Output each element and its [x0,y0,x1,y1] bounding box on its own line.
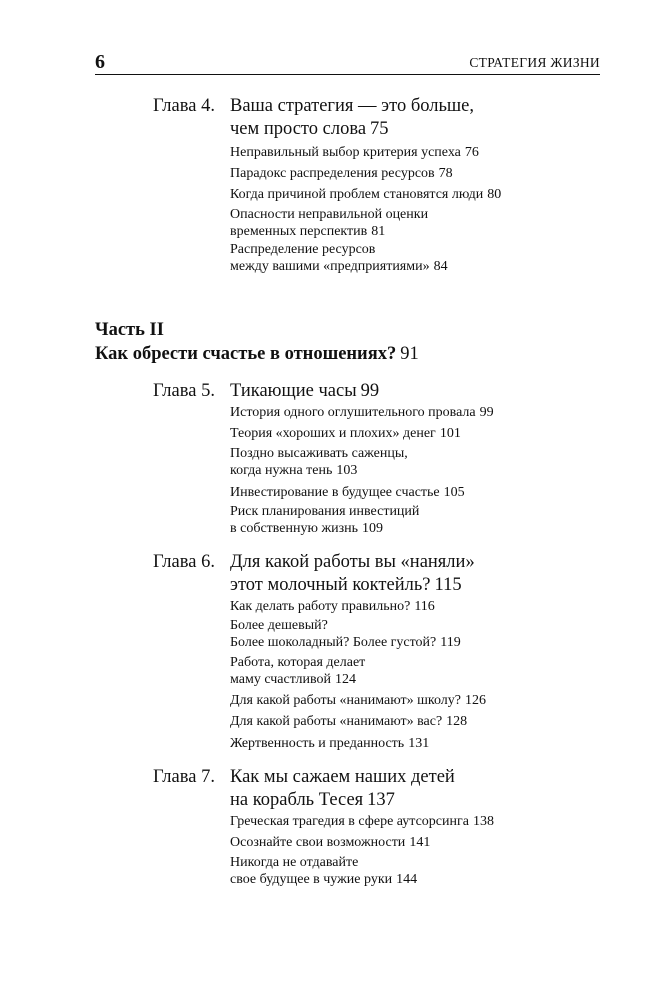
entry-title-line: Работа, которая делает [230,655,366,670]
page-ref: 105 [443,485,465,500]
page-ref: 144 [396,872,418,887]
page-ref: 99 [360,381,380,401]
entry-title: Греческая трагедия в сфере аутсорсинга [230,814,469,829]
chapter-title-line: Ваша стратегия — это больше, [230,96,475,116]
header-rule [95,74,600,75]
chapter-title: на корабль Тесея [230,790,364,810]
page-ref: 128 [446,714,468,729]
page-number: 6 [95,51,105,73]
page-ref: 115 [434,575,462,595]
entry-title: Для какой работы «нанимают» вас? [230,714,443,729]
page-ref: 119 [440,635,461,650]
entry-title: Теория «хороших и плохих» денег [230,426,436,441]
page-ref: 116 [414,599,435,614]
entry-title: в собственную жизнь [230,521,359,536]
entry-title: Осознайте свои возможности [230,835,406,850]
entry-title-line: Опасности неправильной оценки [230,207,429,222]
entry-title: Жертвенность и преданность [230,736,405,751]
entry-title-line: Риск планирования инвестиций [230,504,420,519]
page-ref: 141 [409,835,431,850]
page-ref: 124 [335,672,356,687]
chapter-title: Тикающие часы [230,381,357,401]
page-ref: 78 [438,166,453,181]
chapter-title-line: Для какой работы вы «наняли» [230,552,475,572]
page-ref: 99 [479,405,494,420]
chapter-label: Глава 4. [153,96,215,116]
page-ref: 80 [487,187,502,202]
entry-title: История одного оглушительного провала [230,405,476,420]
running-header-title: СТРАТЕГИЯ ЖИЗНИ [469,55,600,70]
page-ref: 75 [370,119,389,139]
page-ref: 138 [472,814,494,829]
entry-title: временных перспектив [230,224,368,239]
page-ref: 109 [362,521,384,536]
chapter-title: этот молочный коктейль? [230,575,431,595]
page-ref: 101 [439,426,461,441]
entry-title: Парадокс распределения ресурсов [230,166,435,181]
chapter-label: Глава 6. [153,552,215,572]
page-ref: 76 [464,145,479,160]
entry-title: Для какой работы «нанимают» школу? [230,693,461,708]
entry-title-line: Более дешевый? [230,618,328,633]
page-ref: 137 [367,790,395,810]
entry-title: Более шоколадный? Более густой? [230,635,437,650]
entry-title: Как делать работу правильно? [230,599,411,614]
entry-title: когда нужна тень [230,463,333,478]
page-ref: 81 [371,224,386,239]
chapter-label: Глава 5. [153,381,215,401]
entry-title-line: Поздно высаживать саженцы, [230,446,408,461]
chapter-title: чем просто слова [230,119,367,139]
page-ref: 84 [433,259,448,274]
entry-title: Неправильный выбор критерия успеха [230,145,461,160]
page-ref: 131 [408,736,430,751]
entry-title-line: Распределение ресурсов [230,242,376,257]
part-label: Часть II [95,320,164,340]
entry-title: между вашими «предприятиями» [230,259,430,274]
entry-title: Когда причиной проблем становятся люди [230,187,484,202]
entry-title: маму счастливой [230,672,331,687]
chapter-title-line: Как мы сажаем наших детей [230,767,455,787]
chapter-label: Глава 7. [153,767,215,787]
part-title: Как обрести счастье в отношениях? [95,344,397,364]
entry-title: свое будущее в чужие руки [230,872,393,887]
page-ref: 103 [336,463,358,478]
page-ref: 126 [465,693,486,708]
entry-title-line: Никогда не отдавайте [230,855,359,870]
entry-title: Инвестирование в будущее счастье [230,485,440,500]
page-ref: 91 [400,344,419,364]
